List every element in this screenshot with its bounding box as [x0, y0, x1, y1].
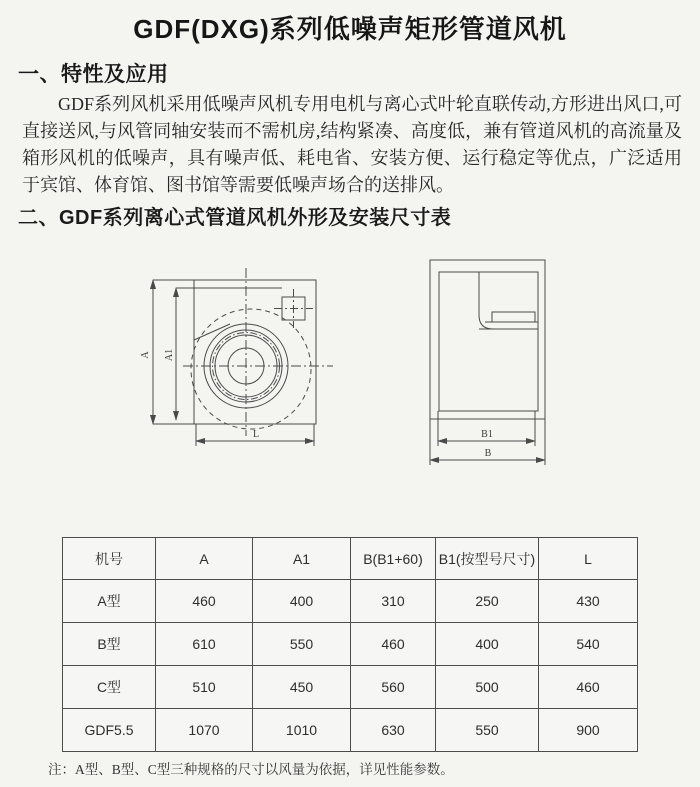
features-paragraph: GDF系列风机采用低噪声风机专用电机与离心式叶轮直联传动,方形进出风口,可直接送风,与风管同轴安装而不需机房,结构紧凑、高度低，兼有管道风机的高流量及箱形风机的低噪声，具有噪声低、耗电省、安装方便、运行稳定等优点，广泛适用于宾馆、体育馆、图书馆等需要低噪声场合的送排风。	[22, 94, 682, 195]
dim-label-b: B	[484, 448, 492, 459]
cell-a1: 450	[253, 666, 351, 709]
col-header-b1: B1(按型号尺寸)	[436, 538, 539, 580]
cell-a1: 1010	[253, 709, 351, 752]
dim-label-a: A	[140, 351, 151, 359]
col-header-model: 机号	[63, 538, 156, 580]
motor-block-outline	[492, 312, 535, 322]
cell-a1: 400	[253, 580, 351, 623]
table-row	[63, 709, 638, 752]
cell-model: C型	[63, 666, 156, 709]
dim-label-a1: A1	[164, 348, 175, 362]
section-features-heading: 一、特性及应用	[18, 63, 169, 86]
cell-a: 460	[156, 580, 253, 623]
cell-l: 900	[539, 709, 638, 752]
cell-model: A型	[63, 580, 156, 623]
cell-model: B型	[63, 623, 156, 666]
cell-b: 560	[351, 666, 436, 709]
col-header-a1: A1	[253, 538, 351, 580]
cell-a: 610	[156, 623, 253, 666]
cell-a1: 550	[253, 623, 351, 666]
casing-inner-outline	[439, 272, 538, 411]
section-dimensions-heading: 二、GDF系列离心式管道风机外形及安装尺寸表	[18, 207, 452, 229]
table-row	[63, 666, 638, 709]
cell-l: 430	[539, 580, 638, 623]
page-title: GDF(DXG)系列低噪声矩形管道风机	[133, 14, 567, 44]
col-header-b: B(B1+60)	[351, 538, 436, 580]
cell-b1: 500	[436, 666, 539, 709]
cell-l: 540	[539, 623, 638, 666]
cell-b1: 250	[436, 580, 539, 623]
table-footnote: 注：A型、B型、C型三种规格的尺寸以风量为依据，详见性能参数。	[48, 762, 454, 777]
dimension-table	[62, 537, 638, 752]
table-row	[63, 580, 638, 623]
cell-b1: 400	[436, 623, 539, 666]
cell-l: 460	[539, 666, 638, 709]
cell-b: 630	[351, 709, 436, 752]
cell-a: 510	[156, 666, 253, 709]
cell-b1: 550	[436, 709, 539, 752]
front-view-drawing	[153, 268, 333, 446]
cell-b: 460	[351, 623, 436, 666]
casing-outer-outline	[430, 260, 545, 419]
table-row	[63, 623, 638, 666]
dim-label-l: L	[252, 429, 260, 440]
cell-b: 310	[351, 580, 436, 623]
table-header-row	[63, 538, 638, 580]
dim-label-b1: B1	[481, 429, 493, 440]
col-header-a: A	[156, 538, 253, 580]
col-header-l: L	[539, 538, 638, 580]
fan-dimension-drawings	[0, 236, 700, 476]
cell-model: GDF5.5	[63, 709, 156, 752]
cell-a: 1070	[156, 709, 253, 752]
